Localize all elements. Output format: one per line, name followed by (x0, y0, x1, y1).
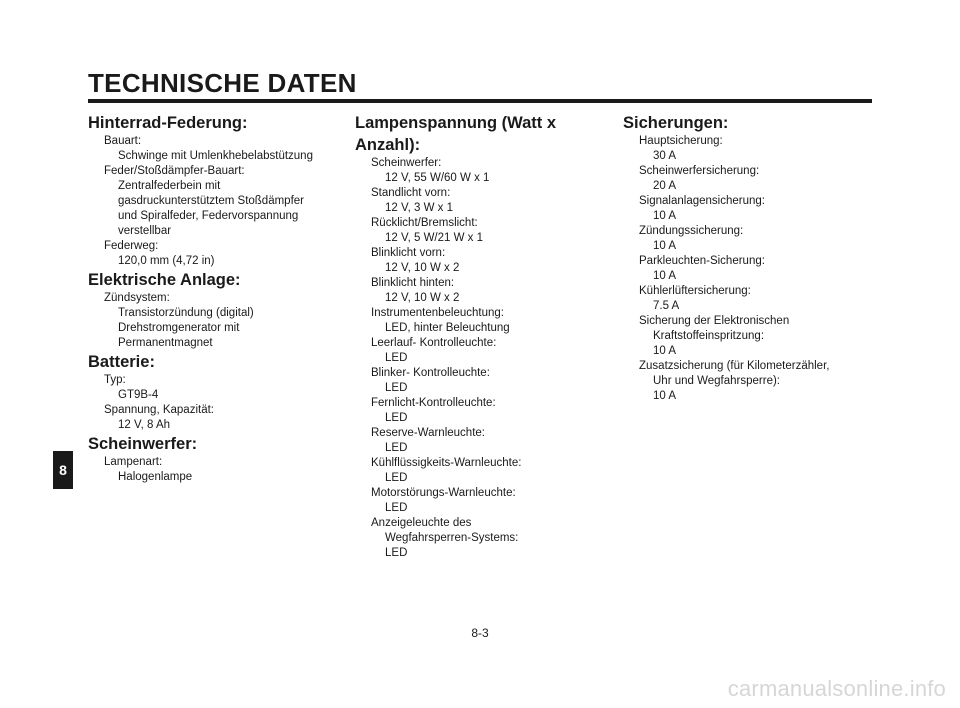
spec-label: Scheinwerfer: (371, 157, 442, 169)
spec-label: Instrumentenbeleuchtung: (371, 307, 504, 319)
spec-value: gasdruckunterstütztem Stoßdämpfer (118, 195, 304, 207)
spec-value: 10 A (653, 345, 677, 357)
column-left (88, 112, 338, 485)
spec-value: 10 A (653, 240, 677, 252)
spec-value: 120,0 mm (4,72 in) (118, 255, 215, 267)
watermark: carmanualsonline.info (727, 676, 946, 701)
spec-value: LED, hinter Beleuchtung (385, 322, 510, 334)
spec-label: Spannung, Kapazität: (104, 404, 214, 416)
spec-label: Bauart: (104, 135, 142, 147)
spec-value: LED (385, 442, 408, 454)
spec-label: Zündsystem: (104, 292, 170, 304)
spec-value: LED (385, 382, 408, 394)
spec-value: 30 A (653, 150, 677, 162)
spec-value: Halogenlampe (118, 471, 193, 483)
section-heading: Sicherungen: (623, 114, 729, 132)
spec-value: 10 A (653, 390, 677, 402)
section-heading: Lampenspannung (Watt x Anzahl): (355, 114, 557, 154)
spec-label: Blinklicht hinten: (371, 277, 455, 289)
spec-label: Kühlerlüftersicherung: (639, 285, 751, 297)
spec-value: 20 A (653, 180, 677, 192)
spec-value: 7.5 A (653, 300, 680, 312)
spec-value: Drehstromgenerator mit (118, 322, 240, 334)
spec-value: und Spiralfeder, Federvorspannung (118, 210, 299, 222)
spec-label: Fernlicht-Kontrolleuchte: (371, 397, 496, 409)
spec-value: Permanentmagnet (118, 337, 213, 349)
spec-label: Kühlflüssigkeits-Warnleuchte: (371, 457, 522, 469)
page-title: TECHNISCHE DATEN (88, 68, 357, 98)
spec-label: Rücklicht/Bremslicht: (371, 217, 478, 229)
spec-value: LED (385, 412, 408, 424)
spec-value: 12 V, 55 W/60 W x 1 (385, 172, 490, 184)
spec-value: LED (385, 472, 408, 484)
spec-label: Blinklicht vorn: (371, 247, 446, 259)
spec-label: Zündungssicherung: (639, 225, 744, 237)
spec-value: 12 V, 10 W x 2 (385, 292, 460, 304)
section-heading: Elektrische Anlage: (88, 271, 241, 289)
spec-label: Federweg: (104, 240, 159, 252)
spec-value: GT9B-4 (118, 389, 159, 401)
spec-value: LED (385, 352, 408, 364)
spec-label: Standlicht vorn: (371, 187, 451, 199)
spec-label: Feder/Stoßdämpfer-Bauart: (104, 165, 245, 177)
spec-label: Anzeigeleuchte des (371, 517, 472, 529)
spec-label: Signalanlagensicherung: (639, 195, 765, 207)
spec-label: Blinker- Kontrolleuchte: (371, 367, 490, 379)
section-heading: Scheinwerfer: (88, 435, 198, 453)
spec-value: Zentralfederbein mit (118, 180, 221, 192)
spec-value: 10 A (653, 270, 677, 282)
spec-label: Zusatzsicherung (für Kilometerzähler, (639, 360, 830, 372)
spec-value: Wegfahrsperren-Systems: (385, 532, 519, 544)
title-rule (88, 99, 872, 103)
spec-value: 12 V, 3 W x 1 (385, 202, 453, 214)
spec-value: 12 V, 5 W/21 W x 1 (385, 232, 484, 244)
spec-value: LED (385, 547, 408, 559)
spec-label: Motorstörungs-Warnleuchte: (371, 487, 516, 499)
page-number: 8-3 (471, 626, 489, 640)
column-middle (355, 112, 615, 561)
section-heading: Batterie: (88, 353, 155, 371)
spec-value: LED (385, 502, 408, 514)
spec-value: 12 V, 10 W x 2 (385, 262, 460, 274)
spec-label: Lampenart: (104, 456, 163, 468)
spec-label: Scheinwerfersicherung: (639, 165, 760, 177)
spec-label: Parkleuchten-Sicherung: (639, 255, 765, 267)
spec-value: 10 A (653, 210, 677, 222)
spec-label: Leerlauf- Kontrolleuchte: (371, 337, 497, 349)
spec-value: verstellbar (118, 225, 172, 237)
spec-value: Schwinge mit Umlenkhebelabstützung (118, 150, 313, 162)
column-right (623, 112, 883, 404)
chapter-tab: 8 (53, 451, 73, 489)
spec-label: Reserve-Warnleuchte: (371, 427, 485, 439)
section-heading: Hinterrad-Federung: (88, 114, 248, 132)
spec-label: Typ: (104, 374, 126, 386)
spec-value: 12 V, 8 Ah (118, 419, 171, 431)
spec-label: Sicherung der Elektronischen (639, 315, 790, 327)
spec-value: Transistorzündung (digital) (118, 307, 254, 319)
spec-value: Kraftstoffeinspritzung: (653, 330, 765, 342)
spec-label: Hauptsicherung: (639, 135, 723, 147)
spec-value: Uhr und Wegfahrsperre): (653, 375, 780, 387)
